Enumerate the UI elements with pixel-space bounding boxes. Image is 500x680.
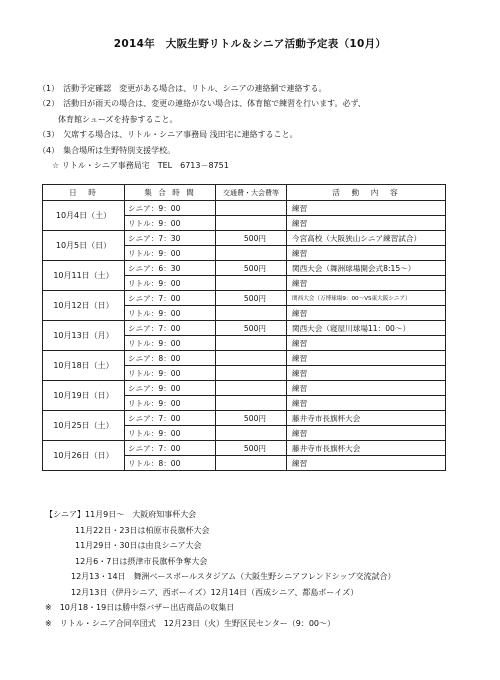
senior-fee-cell	[216, 201, 287, 216]
footer-line-2: 11月22日・23日は柏原市長旗杯大会	[75, 525, 210, 535]
senior-time-cell: シニア：6：30	[125, 261, 216, 276]
footer-line-1: 【シニア】11月9日～ 大阪府知事杯大会	[45, 510, 197, 519]
senior-activity-cell: 関西大会（万博球場9：00～VS東大阪シニア）	[287, 291, 446, 306]
little-fee-cell	[216, 306, 287, 321]
senior-activity-cell: 今宮高校（大阪狭山シニア練習試合）	[287, 231, 446, 246]
senior-fee-cell: 500円	[216, 291, 287, 306]
date-cell: 10月11日（土）	[43, 261, 125, 291]
little-fee-cell	[216, 396, 287, 411]
little-fee-cell	[216, 276, 287, 291]
little-time-cell: リトル：9：00	[125, 426, 216, 441]
table-header-row	[43, 185, 446, 201]
little-time-cell: リトル：9：00	[125, 396, 216, 411]
table-row	[43, 441, 446, 456]
senior-activity-cell: 練習	[287, 381, 446, 396]
header-date: 日 時	[43, 185, 125, 201]
senior-activity-cell: 藤井寺市長旗杯大会	[287, 441, 446, 456]
senior-fee-cell	[216, 351, 287, 366]
footer-line-4: 12月6・7日は摂津市長旗杯争奪大会	[75, 556, 208, 566]
note-2: （2） 活動日が雨天の場合は、変更の連絡がない場合は、体育館で練習を行います。必ず、	[38, 99, 366, 109]
senior-time-cell: シニア：9：00	[125, 381, 216, 396]
little-fee-cell	[216, 366, 287, 381]
little-activity-cell: 練習	[287, 396, 446, 411]
senior-fee-cell: 500円	[216, 261, 287, 276]
note-3: （3） 欠席する場合は、リトル・シニア事務局 浅田宅に連絡すること。	[38, 130, 298, 140]
senior-activity-cell: 藤井寺市長旗杯大会	[287, 411, 446, 426]
senior-fee-cell: 500円	[216, 321, 287, 336]
senior-time-cell: シニア：9：00	[125, 201, 216, 216]
date-cell: 10月5日（日）	[43, 231, 125, 261]
notes-block	[38, 81, 478, 173]
table-row	[43, 351, 446, 366]
page-title: 2014年 大阪生野リトル＆シニア活動予定表（10月）	[113, 38, 387, 50]
little-fee-cell	[216, 246, 287, 261]
little-time-cell: リトル：9：00	[125, 336, 216, 351]
senior-time-cell: シニア：7：30	[125, 231, 216, 246]
little-time-cell: リトル：9：00	[125, 306, 216, 321]
senior-fee-cell: 500円	[216, 411, 287, 426]
date-cell: 10月26日（日）	[43, 441, 125, 471]
footer-line-5: 12月13・14日 舞洲ベースボールスタジアム（大阪生野シニアフレンドシップ交流試合）	[71, 572, 396, 581]
table-row	[43, 201, 446, 216]
table-row	[43, 291, 446, 306]
little-activity-cell: 練習	[287, 366, 446, 381]
senior-time-cell: シニア：8：00	[125, 351, 216, 366]
date-cell: 10月25日（土）	[43, 411, 125, 441]
senior-time-cell: シニア：7：00	[125, 291, 216, 306]
little-activity-cell: 練習	[287, 426, 446, 441]
little-time-cell: リトル：9：00	[125, 366, 216, 381]
table-row	[43, 321, 446, 336]
schedule-table	[42, 184, 446, 471]
little-activity-cell: 練習	[287, 246, 446, 261]
date-cell: 10月12日（日）	[43, 291, 125, 321]
senior-time-cell: シニア：7：00	[125, 411, 216, 426]
little-activity-cell: 練習	[287, 336, 446, 351]
little-time-cell: リトル：9：00	[125, 246, 216, 261]
table-row	[43, 381, 446, 396]
footer-block	[45, 507, 485, 631]
footer-line-3: 11月29日・30日は由良シニア大会	[75, 541, 202, 550]
footer-line-7: ※ 10月18・19日は勝中祭バザー出店商品の収集日	[45, 603, 235, 612]
senior-activity-cell: 練習	[287, 351, 446, 366]
date-cell: 10月4日（土）	[43, 201, 125, 231]
little-time-cell: リトル：9：00	[125, 216, 216, 231]
table-row	[43, 411, 446, 426]
note-4: （4） 集合場所は生野特別支援学校。	[38, 145, 176, 155]
senior-time-cell: シニア：7：00	[125, 441, 216, 456]
senior-fee-cell	[216, 381, 287, 396]
little-fee-cell	[216, 336, 287, 351]
senior-activity-cell: 練習	[287, 201, 446, 216]
senior-activity-cell: 関西大会（寝屋川球場11：00～）	[287, 321, 446, 336]
senior-fee-cell: 500円	[216, 231, 287, 246]
senior-time-cell: シニア：7：00	[125, 321, 216, 336]
schedule-body	[43, 201, 446, 471]
note-2-cont: 体育館シューズを持参すること。	[58, 114, 178, 124]
contact-line: ☆ リトル・シニア事務局宅 TEL 6713－8751	[52, 161, 229, 171]
footer-line-6: 12月13日（伊丹シニア、西ボーイズ）12月14日（西成シニア、都島ボーイズ）	[71, 587, 359, 597]
date-cell: 10月13日（月）	[43, 321, 125, 351]
little-activity-cell: 練習	[287, 216, 446, 231]
little-fee-cell	[216, 216, 287, 231]
little-fee-cell	[216, 426, 287, 441]
table-row	[43, 231, 446, 246]
note-1: （1） 活動予定確認 変更がある場合は、リトル、シニアの連絡網で連絡する。	[38, 84, 327, 93]
little-time-cell: リトル：9：00	[125, 276, 216, 291]
senior-fee-cell: 500円	[216, 441, 287, 456]
date-cell: 10月19日（日）	[43, 381, 125, 411]
date-cell: 10月18日（土）	[43, 351, 125, 381]
table-row	[43, 261, 446, 276]
little-activity-cell: 練習	[287, 306, 446, 321]
header-activity: 活 動 内 容	[287, 185, 446, 201]
header-time: 集 合 時 間	[125, 185, 216, 201]
little-activity-cell: 練習	[287, 276, 446, 291]
little-fee-cell	[216, 456, 287, 471]
little-activity-cell: 練習	[287, 456, 446, 471]
footer-line-8: ※ リトル・シニア合同卒団式 12月23日（火）生野区民センター（9：00～）	[45, 618, 336, 628]
senior-activity-cell: 関西大会（舞洲球場開会式8:15～）	[287, 261, 446, 276]
header-fee: 交通費・大会費等	[216, 185, 287, 201]
little-time-cell: リトル：8：00	[125, 456, 216, 471]
